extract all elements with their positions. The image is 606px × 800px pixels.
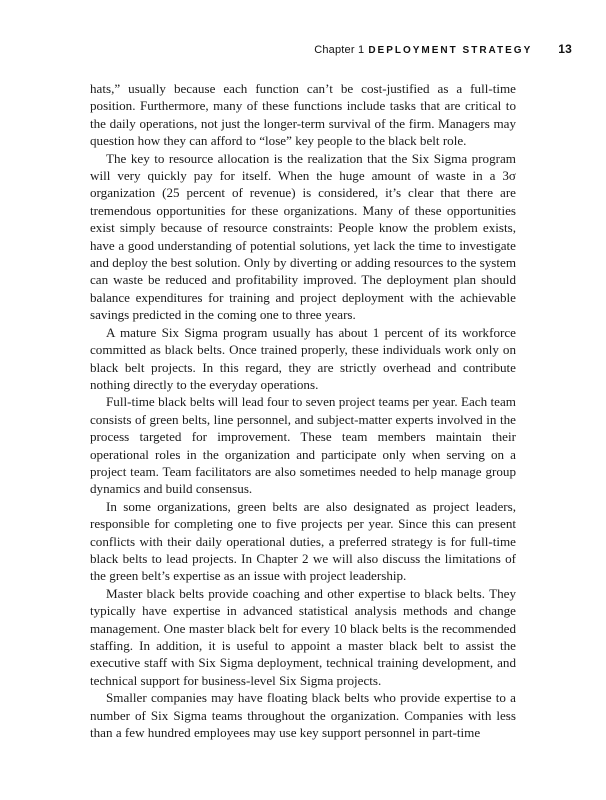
chapter-label: Chapter 1 (314, 44, 365, 56)
paragraph: Master black belts provide coaching and other expertise to black belts. They typically have expertise in advanced statistical analysis methods and change management. One master black belt for every 10 black belts is the recommended staffing. In addition, it is useful to appoint a master black belt to assist the executive staff with Six Sigma deployment, technical training development, and technical support for business-level Six Sigma projects. (90, 585, 516, 688)
paragraph: In some organizations, green belts are also designated as project leaders, responsible for completing one to five projects per year. Since this can present conflicts with their daily operational duties, a preferred strategy is for full-time black belts to lead projects. In Chapter 2 we will also discuss the limitations of the green belt’s expertise as an issue with project leadership. (90, 498, 516, 584)
chapter-title: DEPLOYMENT STRATEGY (368, 45, 533, 56)
paragraph: A mature Six Sigma program usually has about 1 percent of its workforce committed as black belts. Once trained properly, these individuals work only on black belt projects. In this regard, they are strictly overhead and contribute nothing directly to the everyday operations. (90, 324, 516, 392)
paragraph: Smaller companies may have floating black belts who provide expertise to a number of Six Sigma teams throughout the organization. Companies with less than a few hundred employees may use key support personnel in part-time (90, 690, 516, 741)
paragraph: Full-time black belts will lead four to seven project teams per year. Each team consists of green belts, line personnel, and subject-matter experts involved in the process targeted for improvement. These team members maintain their operational roles in the organization and participate only when serving on a project team. Team facilitators are also sometimes needed to help manage group dynamics and build consensus. (90, 394, 516, 497)
body-text (90, 80, 516, 741)
paragraph: The key to resource allocation is the realization that the Six Sigma program will very quickly pay for itself. When the huge amount of waste in a 3σ organization (25 percent of revenue) is considered, it’s clear that there are tremendous opportunities for these organizations. Many of these opportunities exist simply because of resource constraints: People know the problem exists, have a good understanding of potential solutions, yet lack the time to investigate and deploy the best solution. Only by diverting or adding resources to the system can waste be reduced and profitability improved. The deployment plan should balance expenditures for training and project deployment with the achievable savings predicted in the coming one to three years. (90, 150, 516, 323)
page-number: 13 (558, 42, 572, 56)
running-header (314, 42, 572, 56)
paragraph: hats,” usually because each function can’t be cost-justified as a full-time position. Furthermore, many of these functions include tasks that are critical to the daily operations, not just the longer-term survival of the firm. Managers may question how they can afford to “lose” key people to the black belt role. (90, 81, 516, 149)
